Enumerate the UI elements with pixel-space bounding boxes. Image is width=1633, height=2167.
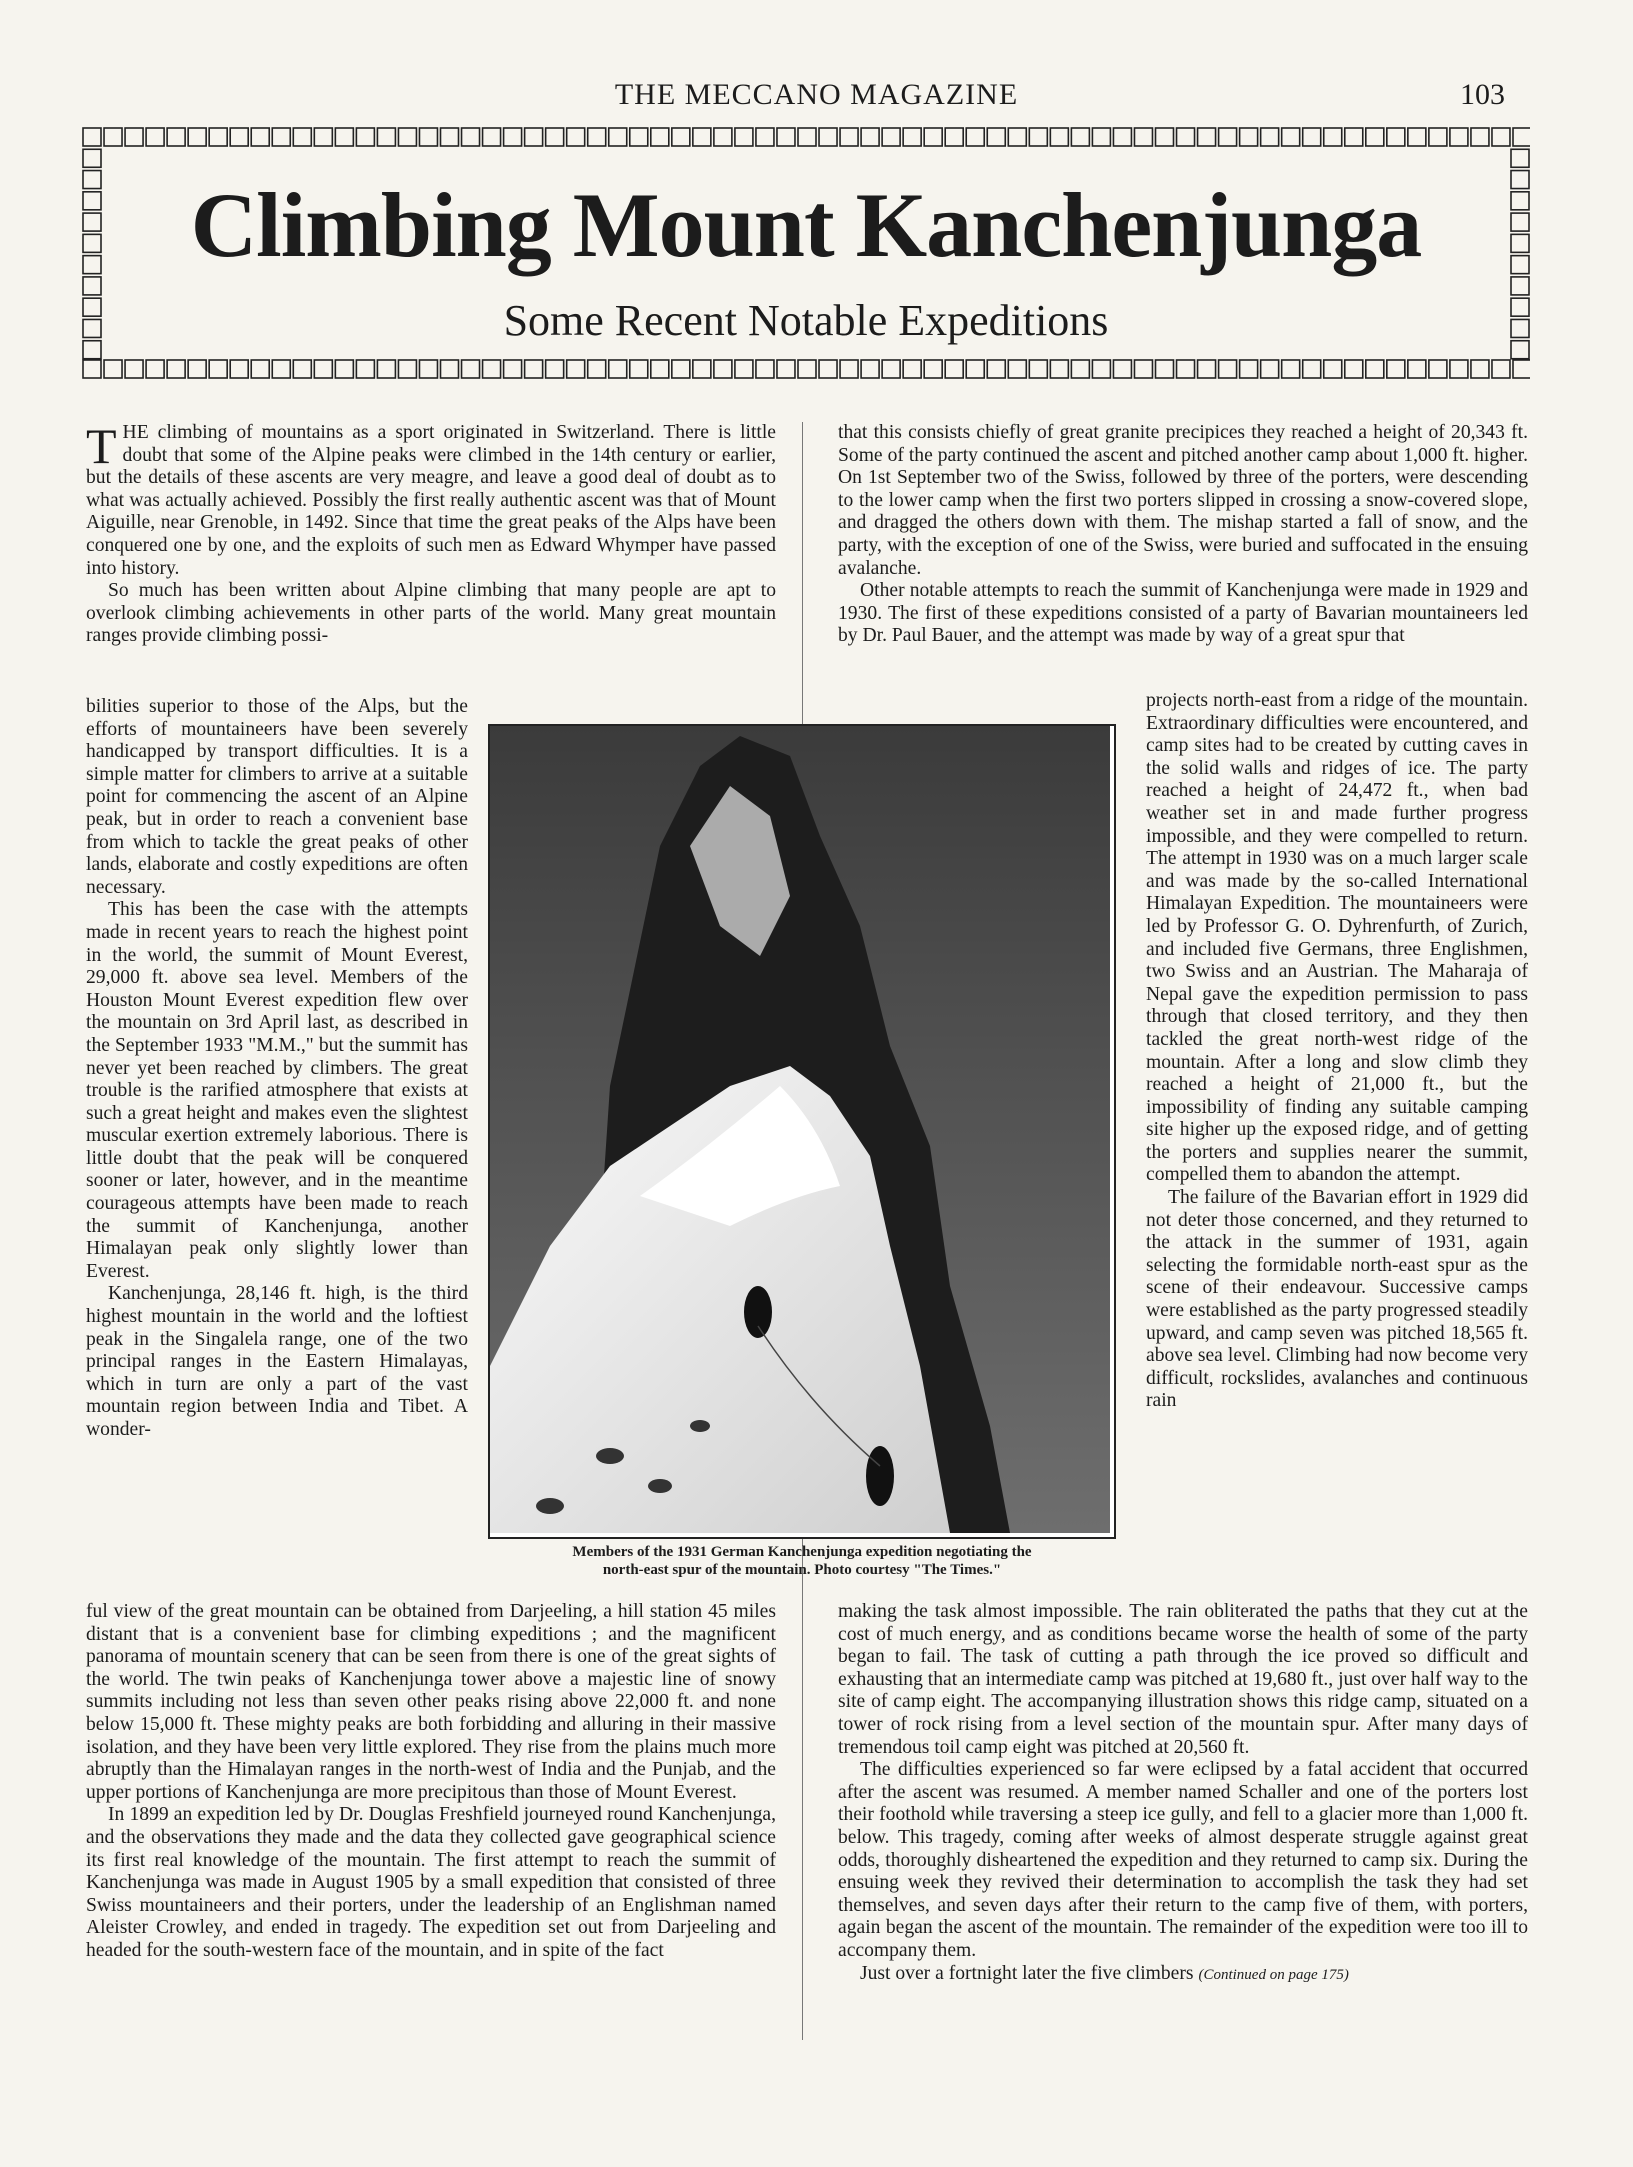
paragraph: ful view of the great mountain can be obtained from Darjeeling, a hill station 45 miles distant that is a convenient base for climbing expeditions ; and the magnificent panorama of mountain scenery that can be seen from there is one of the great sights of the world. The twin peaks of Kanchenjunga tower above a majestic line of snowy summits including not less than seven other peaks rising above 22,000 ft. and none below 15,000 ft. These mighty peaks are both forbidding and alluring in their massive isolation, and they have been very little explored. They rise from the plains much more abruptly than the Himalayan ranges in the north-west of India and the Punjab, and the upper portions of Kanchenjunga are more precipitous than those of Mount Everest. xyxy=(86,1601,776,1803)
caption-line: Members of the 1931 German Kanchenjunga expedition negotiating the xyxy=(572,1544,1032,1560)
paragraph: making the task almost impossible. The rain obliterated the paths that they cut at the cost of much energy, and as conditions became worse the health of some of the party began to fail. The task of cutting a path through the ice proved so difficult and exhausting that an intermediate camp was pitched at 19,680 ft., just over half way to the site of camp eight. The accompanying illustration shows this ridge camp, situated on a tower of rock rising from a level section of the mountain spur. After many days of tremendous toil camp eight was pitched at 20,560 ft. xyxy=(838,1601,1528,1758)
paragraph: projects north-east from a ridge of the mountain. Extraordinary difficulties were encountered, and camp sites had to be created by cutting caves in the solid walls and ridges of ice. The party reached a height of 24,472 ft., when bad weather set in and made further progress impossible, and they were compelled to return. The attempt in 1930 was on a much larger scale and was made by the so-called International Himalayan Expedition. The mountaineers were led by Professor G. O. Dyhrenfurth, of Zurich, and included five Germans, three Englishmen, two Swiss and an Austrian. The Maharaja of Nepal gave the expedition permission to pass through that closed territory, and they then tackled the great north-west ridge of the mountain. After a long and slow climb they reached a height of 21,000 ft., but the impossibility of finding any suitable camping site higher up the exposed ridge, and of getting the porters and supplies nearer the summit, compelled them to abandon the attempt. xyxy=(1146,690,1528,1186)
paragraph: bilities superior to those of the Alps, but the efforts of mountaineers have been severely handicapped by transport difficulties. It is a simple matter for climbers to arrive at a suitable point for commencing the ascent of an Alpine peak, but in order to reach a convenient base from which to tackle the great peaks of other lands, elaborate and costly expeditions are often necessary. xyxy=(86,696,468,898)
paragraph: THE climbing of mountains as a sport originated in Switzerland. There is little doubt that some of the Alpine peaks were climbed in the 14th century or earlier, but the details of these ascents are very meagre, and leave a good deal of doubt as to what was actually achieved. Possibly the first really authentic ascent was that of Mount Aiguille, near Grenoble, in 1492. Since that time the great peaks of the Alps have been conquered one by one, and the exploits of such men as Edward Whymper have passed into history. xyxy=(86,418,776,579)
paragraph: Just over a fortnight later the five climbers (Continued on page 175) xyxy=(860,1962,1349,1984)
magazine-name: THE MECCANO MAGAZINE xyxy=(614,78,1019,111)
title-box xyxy=(82,127,1530,379)
running-header xyxy=(0,78,1633,118)
paragraph: The difficulties experienced so far were eclipsed by a fatal accident that occurred after the ascent was resumed. A member named Schaller and one of the porters lost their foothold while traversing a steep ice gully, and fell to a glacier more than 1,000 ft. below. This tragedy, coming after weeks of almost desperate struggle against great odds, thoroughly disheartened the expedition and they returned to camp six. During the ensuing week they revived their determination to accomplish the task they had set themselves, and seven days after their return to the camp five of them, with porters, again began the ascent of the mountain. The remainder of the expedition were too ill to accompany them. xyxy=(838,1759,1528,1961)
paragraph: This has been the case with the attempts made in recent years to reach the highest point in the world, the summit of Mount Everest, 29,000 ft. above sea level. Members of the Houston Mount Everest expedition flew over the mountain on 3rd April last, as described in the September 1933 "M.M.," but the summit has never yet been reached by climbers. The great trouble is the rarified atmosphere that exists at such a great height and makes even the slightest muscular exertion extremely laborious. There is little doubt that the peak will be conquered sooner or later, however, and in the meantime courageous attempts have been made to reach the summit of Kanchenjunga, another Himalayan peak only slightly lower than Everest. xyxy=(86,899,468,1282)
paragraph: The failure of the Bavarian effort in 1929 did not deter those concerned, and they returned to the attack in the summer of 1931, again selecting the formidable north-east spur as the scene of their endeavour. Successive camps were established as the party progressed steadily upward, and camp seven was pitched 18,565 ft. above sea level. Climbing had now become very difficult, rockslides, avalanches and continuous rain xyxy=(1146,1187,1528,1412)
column-1-narrow xyxy=(86,696,468,1442)
mountain-photo-illustration xyxy=(490,726,1110,1533)
column-1-bottom xyxy=(86,1601,776,1963)
column-2-narrow xyxy=(1146,690,1528,1413)
paragraph: Kanchenjunga, 28,146 ft. high, is the third highest mountain in the world and the loftiest peak in the Singalela range, one of the two principal ranges in the Eastern Himalayas, which in turn are only a part of the vast mountain region between India and Tibet. A wonder- xyxy=(86,1283,468,1440)
caption-line: north-east spur of the mountain. Photo courtesy "The Times." xyxy=(602,1562,1002,1578)
paragraph: Other notable attempts to reach the summit of Kanchenjunga were made in 1929 and 1930. The first of these expeditions consisted of a party of Bavarian mountaineers led by Dr. Paul Bauer, and the attempt was made by way of a great spur that xyxy=(838,580,1528,647)
photo-caption xyxy=(488,1543,1116,1579)
column-1-top xyxy=(86,418,776,648)
drop-cap: T xyxy=(86,418,117,474)
column-2-bottom xyxy=(838,1601,1528,1986)
page-number: 103 xyxy=(1460,78,1505,111)
article-title: Climbing Mount Kanchenjunga xyxy=(190,174,1422,276)
paragraph: In 1899 an expedition led by Dr. Douglas Freshfield journeyed round Kanchenjunga, and the observations they made and the data they collected gave geographical science its first real knowledge of the mountain. The first attempt to reach the summit of Kanchenjunga was made in August 1905 by a small expedition that consisted of three Swiss mountaineers and their porters, under the leadership of an Englishman named Aleister Crowley, and ended in tragedy. The expedition set out from Darjeeling and headed for the south-western face of the mountain, and in spite of the fact xyxy=(86,1804,776,1961)
continued-note: (Continued on page 175) xyxy=(1198,1966,1349,1983)
paragraph: So much has been written about Alpine climbing that many people are apt to overlook climbing achievements in other parts of the world. Many great mountain ranges provide climbing possi- xyxy=(86,580,776,647)
paragraph: that this consists chiefly of great granite precipices they reached a height of 20,343 ft. Some of the party continued the ascent and pitched another camp about 1,000 ft. higher. On 1st September two of the Swiss, followed by three of the porters, were descending to the lower camp when the first two porters slipped in crossing a snow-covered slope, and dragged the others down with them. The mishap started a fall of snow, and the party, with the exception of one of the Swiss, were buried and suffocated in the ensuing avalanche. xyxy=(838,422,1528,579)
column-2-top xyxy=(838,422,1528,648)
expedition-photo xyxy=(488,724,1116,1539)
article-subtitle: Some Recent Notable Expeditions xyxy=(503,296,1109,345)
